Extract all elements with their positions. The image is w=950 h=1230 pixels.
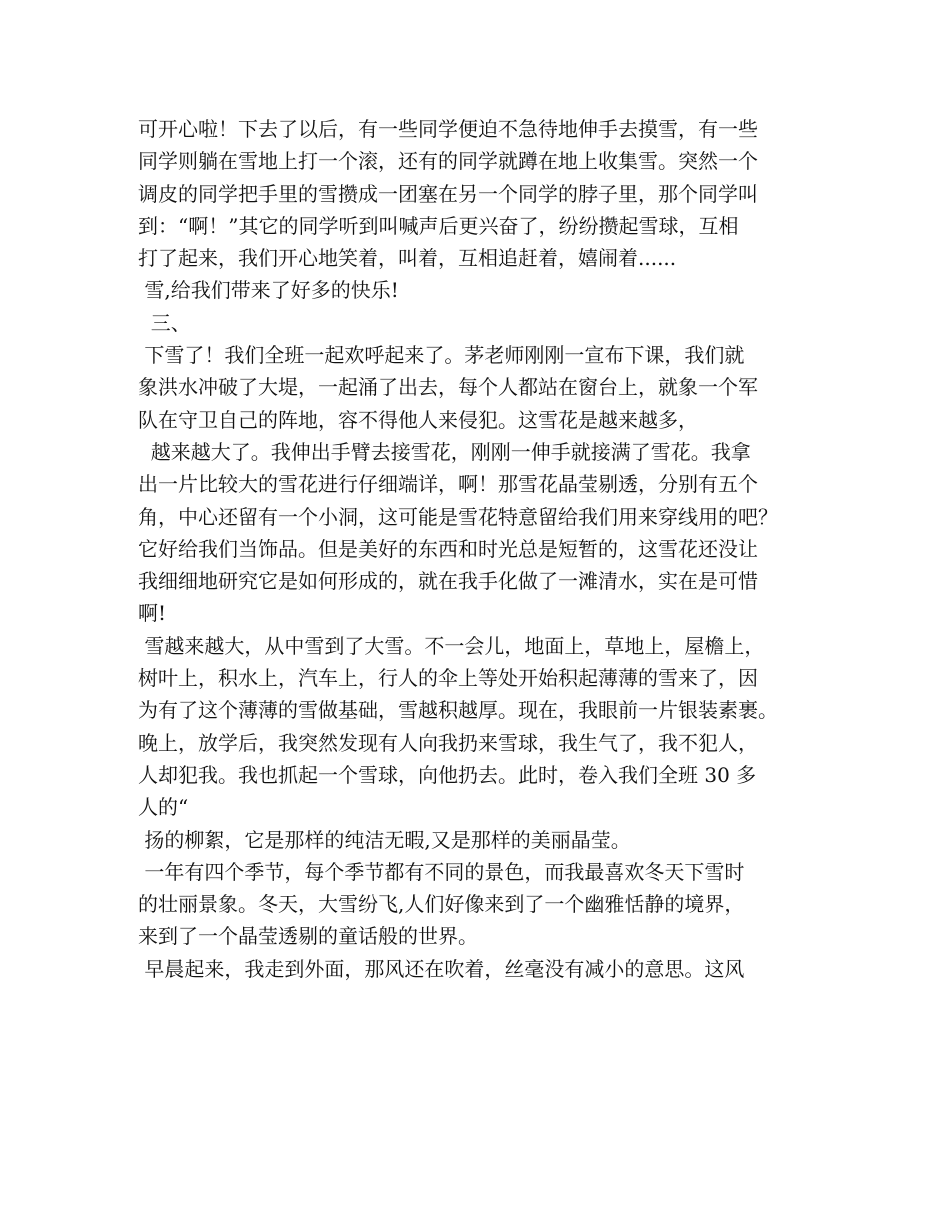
text-line: 它好给我们当饰品。但是美好的东西和时光总是短暂的，这雪花还没让 bbox=[138, 536, 758, 561]
text-line: 早晨起来，我走到外面，那风还在吹着，丝毫没有减小的意思。这风 bbox=[138, 956, 745, 981]
text-line: 象洪水冲破了大堤，一起涌了出去，每个人都站在窗台上，就象一个军 bbox=[138, 375, 758, 400]
text-line: 一年有四个季节，每个季节都有不同的景色，而我最喜欢冬天下雪时 bbox=[138, 859, 745, 884]
section-heading: 三、 bbox=[138, 310, 191, 335]
text-line: 扬的柳絮，它是那样的纯洁无暇,又是那样的美丽晶莹。 bbox=[138, 827, 631, 852]
text-line: 下雪了！我们全班一起欢呼起来了。茅老师刚刚一宣布下课，我们就 bbox=[138, 343, 745, 368]
text-line: 越来越大了。我伸出手臂去接雪花，刚刚一伸手就接满了雪花。我拿 bbox=[138, 439, 751, 464]
text-line: 晚上，放学后，我突然发现有人向我扔来雪球，我生气了，我不犯人， bbox=[138, 730, 758, 755]
text-line: 为有了这个薄薄的雪做基础，雪越积越厚。现在，我眼前一片银装素裹。 bbox=[138, 698, 778, 723]
text-line: 来到了一个晶莹透剔的童话般的世界。 bbox=[138, 924, 478, 949]
document-page bbox=[138, 113, 828, 985]
text-line: 人的“ bbox=[138, 795, 189, 820]
text-line: 调皮的同学把手里的雪攒成一团塞在另一个同学的脖子里，那个同学叫 bbox=[138, 181, 758, 206]
text-line: 出一片比较大的雪花进行仔细端详，啊！那雪花晶莹剔透，分别有五个 bbox=[138, 472, 758, 497]
text-line: 同学则躺在雪地上打一个滚，还有的同学就蹲在地上收集雪。突然一个 bbox=[138, 149, 758, 174]
text-line: 可开心啦！下去了以后，有一些同学便迫不急待地伸手去摸雪，有一些 bbox=[138, 117, 758, 141]
text-line: 树叶上，积水上，汽车上，行人的伞上等处开始积起薄薄的雪来了，因 bbox=[138, 666, 758, 691]
text-line: 雪越来越大，从中雪到了大雪。不一会儿，地面上，草地上，屋檐上， bbox=[138, 633, 765, 658]
text-line: 啊! bbox=[138, 601, 167, 626]
text-line: 的壮丽景象。冬天，大雪纷飞,人们好像来到了一个幽雅恬静的境界， bbox=[138, 892, 745, 917]
text-line: 雪,给我们带来了好多的快乐! bbox=[138, 278, 399, 303]
text-line: 打了起来，我们开心地笑着，叫着，互相追赶着，嬉闹着...... bbox=[138, 246, 677, 271]
text-line: 队在守卫自己的阵地，容不得他人来侵犯。这雪花是越来越多， bbox=[138, 407, 698, 432]
text-line: 角，中心还留有一个小洞，这可能是雪花特意留给我们用来穿线用的吧？ bbox=[138, 504, 778, 529]
text-line: 到：“啊！”其它的同学听到叫喊声后更兴奋了，纷纷攒起雪球，互相 bbox=[138, 213, 739, 238]
text-line: 我细细地研究它是如何形成的，就在我手化做了一滩清水，实在是可惜 bbox=[138, 569, 758, 594]
text-line: 人却犯我。我也抓起一个雪球，向他扔去。此时，卷入我们全班 30 多 bbox=[138, 762, 757, 787]
